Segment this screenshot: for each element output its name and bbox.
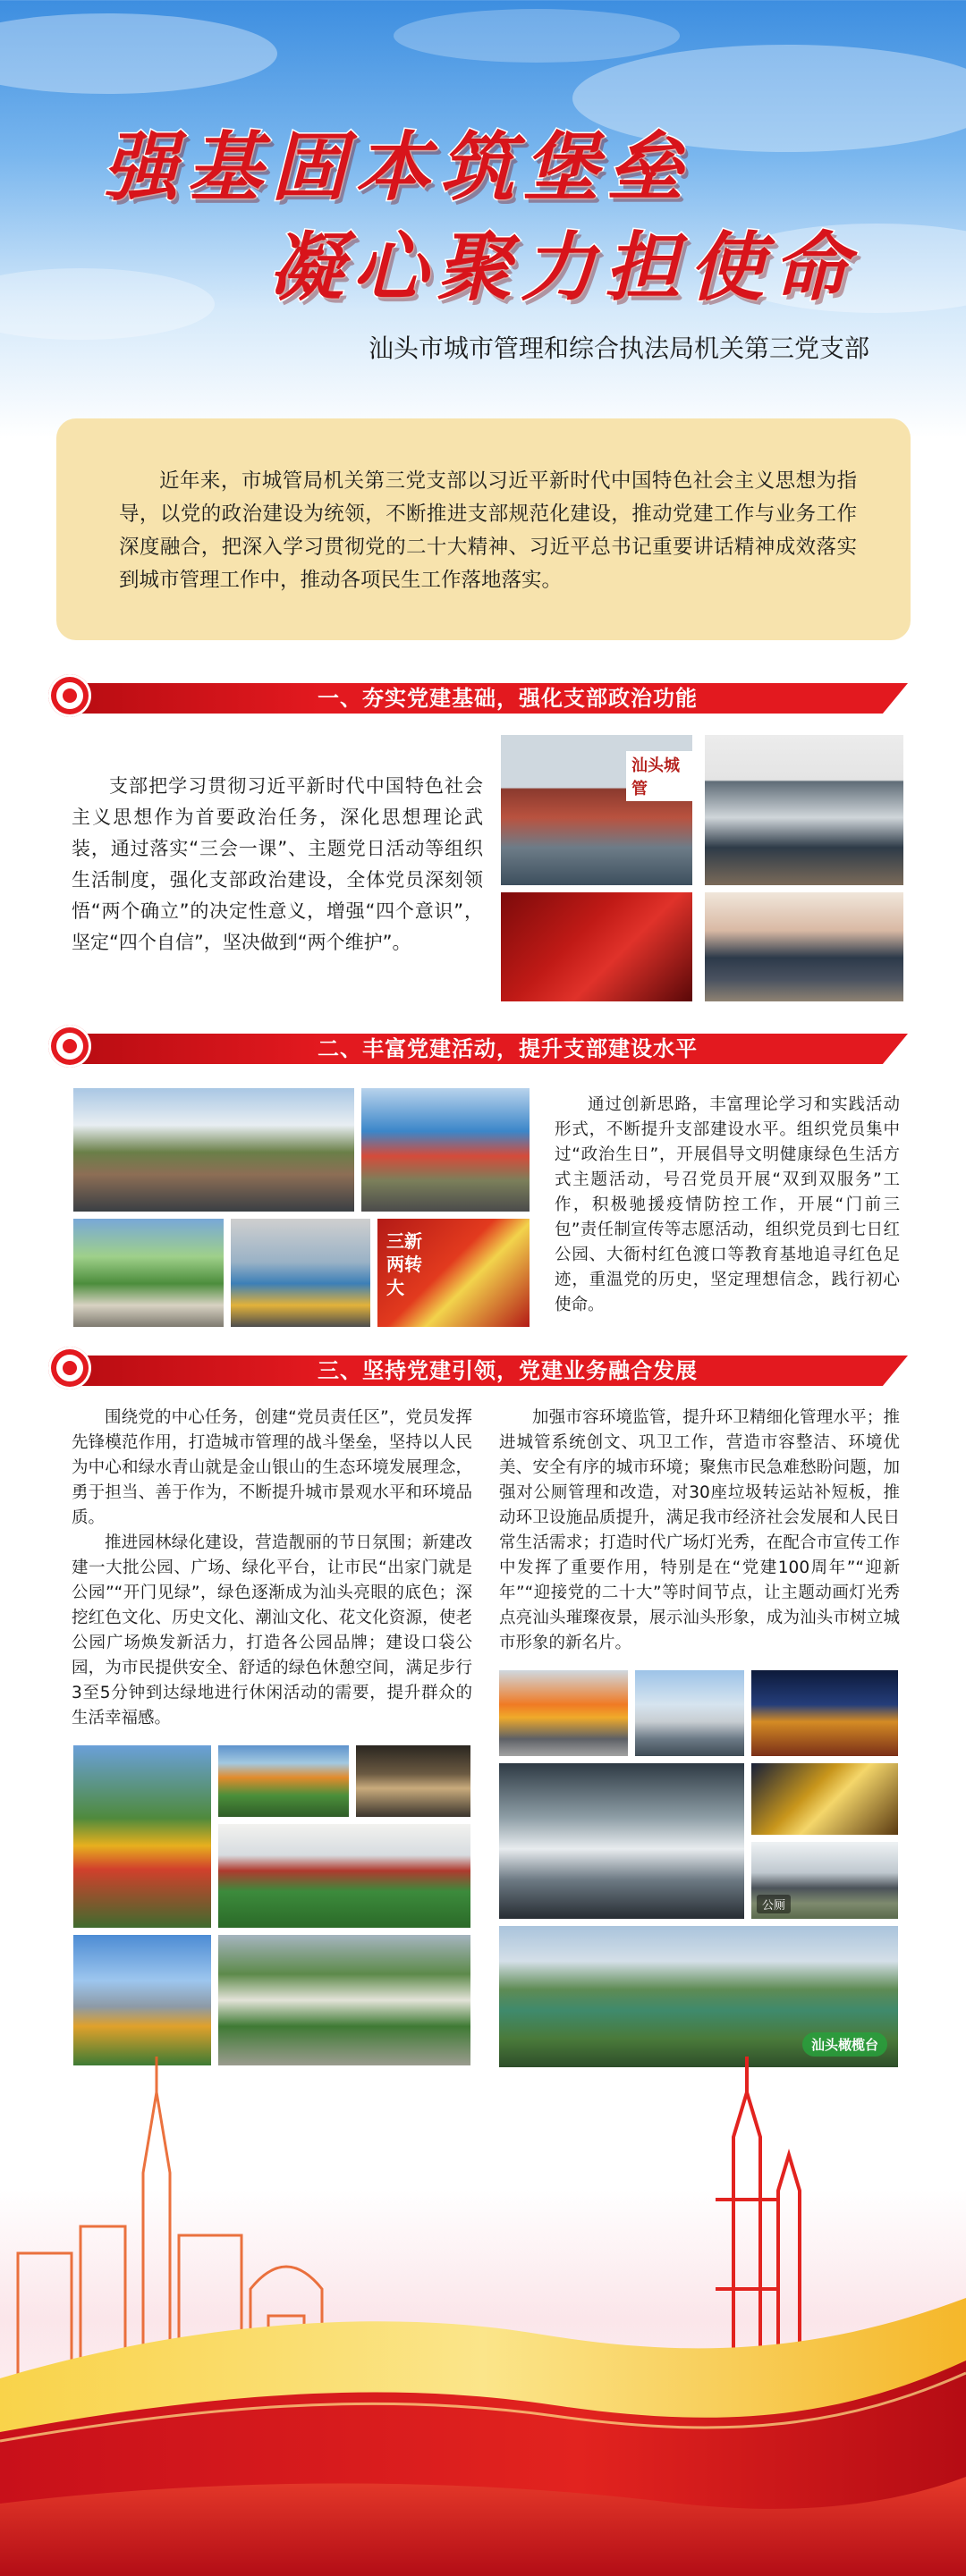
photo-night-lights — [750, 1668, 900, 1758]
skyline-ribbon-decoration — [0, 2057, 966, 2576]
section-1-header — [45, 680, 908, 717]
section-1-text: 支部把学习贯彻习近平新时代中国特色社会主义思想作为首要政治任务，深化思想理论武装，通过落实“三会一课”、主题党日活动等组织生活制度，强化支部政治建设，全体党员深刻领悟“两个确立”的决定性意义，增强“四个意识”，坚定“四个自信”，坚决做到“两个维护”。 — [72, 775, 483, 953]
photo-exhibition-hall — [354, 1744, 472, 1819]
photo-meeting-room — [499, 733, 694, 887]
organization-subtitle: 汕头市城市管理和综合执法局机关第三党支部 — [368, 334, 869, 363]
photo-green-activity — [72, 1217, 225, 1329]
section-1-heading: 一、夯实党建基础，强化支部政治功能 — [318, 686, 698, 711]
photo-park-pergola — [216, 1822, 472, 1930]
photo-flag-ceremony — [72, 1086, 356, 1213]
target-ring-icon — [48, 1347, 91, 1389]
photo-group-members — [703, 891, 905, 1003]
photo-city-flowers — [72, 1933, 213, 2067]
section-3-left-p1: 围绕党的中心任务，创建“党员责任区”，党员发挥先锋模范作用，打造城市管理的战斗堡垒，坚持以人民为中心和绿水青山就是金山银山的生态环境发展理念，勇于担当、善于作为，不断提升城市景观水平和环境品质。 — [72, 1408, 472, 1527]
photo-street-view — [633, 1668, 746, 1758]
photo-poster-text: 三新 两转 大 — [386, 1230, 422, 1298]
photo-public-toilet — [750, 1840, 900, 1921]
section-2-text: 通过创新思路，丰富理论学习和实践活动形式，不断提升支部建设水平。组织党员集中过“政治生日”，开展倡导文明健康绿色生活方式主题活动，号召党员开展“双到双服务”工作，积极驰援疫情防控工作，开展“门前三包”责任制宣传等志愿活动，组织党员到七日红公园、大衙村红色渡口等教育基地追寻红色足迹，重温党的历史，坚定理想信念，践行初心使命。 — [555, 1095, 900, 1314]
section-3-header — [45, 1352, 908, 1389]
headline-line-1: 强基固本筑堡垒 — [103, 123, 692, 211]
section-3-right-p1: 加强市容环境监管，提升环卫精细化管理水平；推进城管系统创文、巩卫工作，营造市容整洁、环境优美、安全有序的城市环境；聚焦市民急难愁盼问题，加强对公厕管理和改造，对30座垃圾转运站补短板，推动环卫设施品质提升，满足我市经济社会发展和人民日常生活需求；打造时代广场灯光秀，在配合市宣传工作中发挥了重要作用，特别是在“党建100周年”“迎新年”“迎接党的二十大”等时间节点，让主题动画灯光秀点亮汕头璀璨夜景，展示汕头形象，成为汕头市树立城市形象的新名片。 — [499, 1408, 900, 1652]
photo-street-volunteers — [229, 1217, 372, 1329]
intro-text: 近年来，市城管局机关第三党支部以习近平新时代中国特色社会主义思想为指导，以党的政治建设为统领，不断推进支部规范化建设，推动党建工作与业务工作深度融合，把深入学习贯彻党的二十大精神、习近平总书记重要讲话精神成效落实到城市管理工作中，推动各项民生工作落地落实。 — [119, 469, 857, 592]
target-ring-icon — [48, 674, 91, 717]
photo-study-session — [703, 733, 905, 887]
target-ring-icon — [48, 1025, 91, 1068]
photo-sign-text: 汕头城管 — [626, 751, 692, 801]
photo-spray-truck — [497, 1761, 746, 1921]
photo-party-flag-wall — [499, 891, 694, 1003]
photo-caption: 公厕 — [757, 1895, 791, 1913]
watermark-badge: 汕头橄榄台 — [802, 2032, 887, 2057]
photo-sanitation-workers — [497, 1668, 630, 1758]
section-3-heading: 三、坚持党建引领，党建业务融合发展 — [318, 1358, 698, 1383]
photo-flower-display — [72, 1744, 213, 1930]
photo-city-stadium — [497, 1924, 900, 2069]
photo-volunteer-tent — [360, 1086, 531, 1213]
photo-poster-board — [376, 1217, 531, 1329]
headline-line-2: 凝心聚力担使命 — [268, 224, 858, 311]
photo-aerial-park — [216, 1933, 472, 2067]
section-2-heading: 二、丰富党建活动，提升支部建设水平 — [318, 1036, 698, 1061]
section-3-left-p2: 推进园林绿化建设，营造靓丽的节日氛围；新建改建一大批公园、广场、绿化平台，让市民“出家门就是公园”“开门见绿”，绿色逐渐成为汕头亮眼的底色；深挖红色文化、历史文化、潮汕文化、花文化资源，使老公园广场焕发新活力，打造各公园品牌；建设口袋公园，为市民提供安全、舒适的绿色休憩空间，满足步行3至5分钟到达绿地进行休闲活动的需要，提升群众的生活幸福感。 — [72, 1533, 472, 1727]
section-2-header — [45, 1030, 908, 1068]
photo-light-show — [750, 1761, 900, 1837]
photo-garden-festival — [216, 1744, 351, 1819]
section-3-left-column — [72, 1406, 472, 1731]
intro-panel — [56, 418, 911, 640]
